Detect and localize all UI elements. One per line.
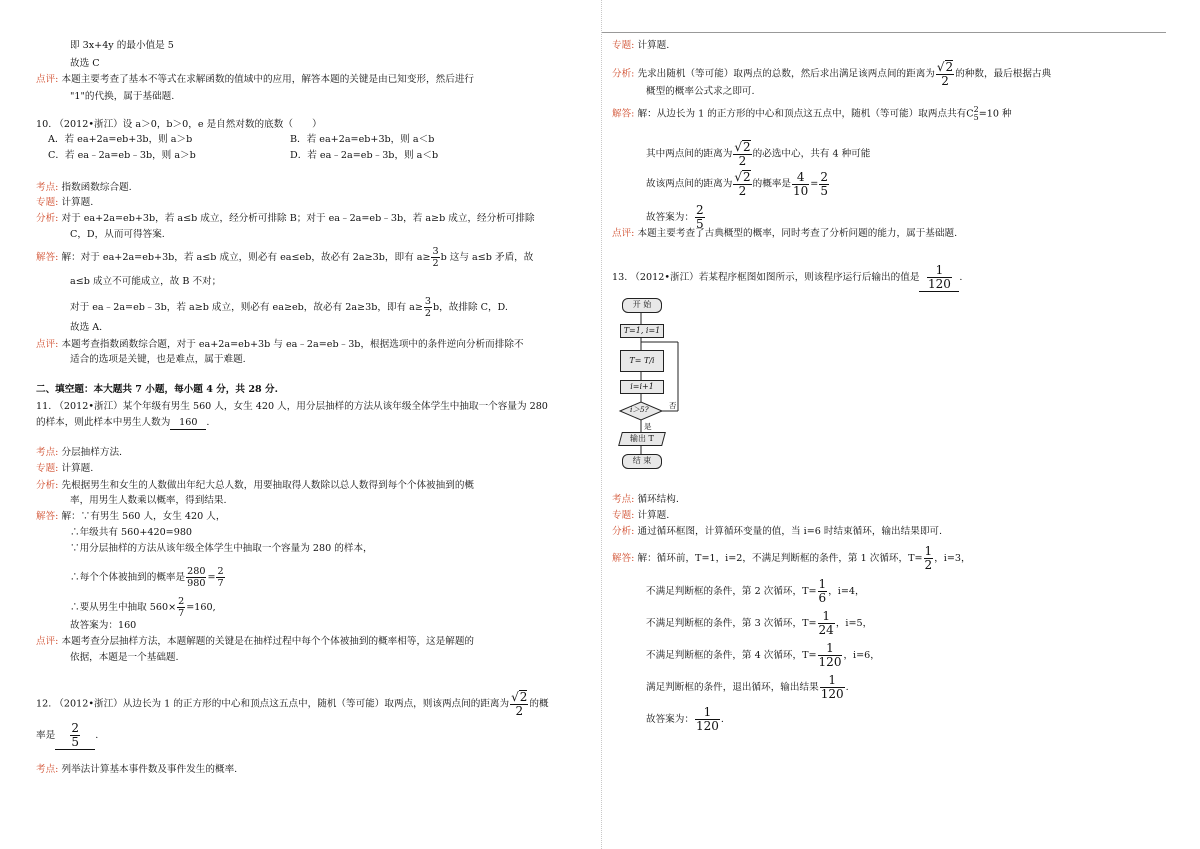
tag-kaodian: 考点:: [36, 182, 59, 193]
zhuanti: [612, 40, 669, 52]
fraction: $\frac{2}{5}$: [71, 721, 79, 749]
option-c: C．若 ea﹣2a=eb﹣3b，则 a＞b: [48, 150, 196, 161]
text-line: 故选 A.: [70, 322, 103, 333]
dianping-text: 本题主要考查了古典概型的概率，同时考查了分析问题的能力，属于基础题.: [637, 228, 958, 239]
column-divider: [601, 0, 602, 849]
fraction: $\frac{3}{2}$: [432, 246, 439, 269]
fraction: $\frac{2}{5}$: [820, 169, 828, 198]
tag-fenxi: 分析:: [612, 526, 635, 537]
fenxi: [612, 60, 1051, 88]
fraction-sqrt: $\frac{√2}{2}$: [734, 170, 751, 198]
fraction: $\frac{2}{7}$: [178, 596, 185, 619]
jieda-text: 的必选中心，共有 4 种可能: [752, 148, 871, 160]
zhuanti-text: 计算题.: [61, 463, 94, 474]
jieda-text: 故该两点间的距离为: [646, 178, 733, 190]
jieda-text: b 这与 a≤b 矛盾，故: [440, 252, 534, 263]
text-line: 故选 C: [70, 58, 100, 69]
zhuanti-text: 计算题.: [61, 197, 94, 208]
jieda-text: ，i=6，: [843, 650, 880, 661]
text-line: 概型的概率公式求之即可.: [646, 86, 755, 97]
q-text: 的概: [529, 698, 549, 710]
tag-fenxi: 分析:: [36, 480, 59, 491]
jieda-text: ，i=4，: [828, 586, 865, 597]
jieda-text: ，i=5，: [835, 618, 873, 629]
jieda-text: ，i=3，: [934, 553, 971, 564]
fraction: $\frac{1}{120}$: [818, 641, 842, 669]
flowchart-output-text: 输出 T: [630, 434, 654, 443]
fenxi-text: 通过循环框图，计算循环变量的值，当 i=6 时结束循环，输出结果即可.: [637, 526, 943, 537]
combination-symbol: C: [966, 108, 974, 120]
jieda-text: 满足判断框的条件，退出循环，输出结果: [646, 682, 819, 693]
text-line: [70, 296, 508, 319]
fenxi: [36, 213, 535, 225]
jieda: [36, 246, 533, 269]
option-b: B．若 ea+2a=eb+3b，则 a＜b: [290, 134, 435, 145]
jieda-text: 故答案为：: [646, 212, 694, 223]
tag-jieda: 解答:: [612, 553, 635, 564]
text-line: 即 3x+4y 的最小值是 5: [70, 40, 174, 51]
header-rule: [602, 32, 1166, 33]
fenxi: [612, 526, 942, 538]
fenxi: [36, 480, 474, 492]
fenxi-text: 的种数，最后根据古典: [955, 68, 1052, 80]
text-line: a≤b 成立不可能成立，故 B 不对；: [70, 276, 222, 287]
kaodian: [36, 182, 132, 194]
tag-jieda: 解答:: [612, 108, 635, 120]
text-line: ∴年级共有 560+420=980: [70, 527, 193, 538]
fenxi-text: 对于 ea+2a=eb+3b，若 a≤b 成立，经分析可排除 B；对于 ea﹣2a=eb﹣3b，若 a≥b 成立，经分析可排除: [61, 213, 535, 224]
tag-zhuanti: 专题:: [36, 197, 59, 208]
text-line: ∵用分层抽样的方法从该年级全体学生中抽取一个容量为 280 的样本，: [70, 543, 373, 554]
text-line: [646, 140, 870, 168]
question-12: [36, 690, 549, 718]
jieda-text: 解：对于 ea+2a=eb+3b，若 a≤b 成立，则必有 ea≤eb，故必有 2a≥3b，即有 a≥: [61, 252, 431, 263]
q-text: 12. （2012•浙江）从边长为 1 的正方形的中心和顶点这五点中，随机（等可能）取两点，则该两点间的距离为: [36, 698, 510, 710]
tag-dianping: 点评:: [36, 339, 59, 350]
jieda-text: 其中两点间的距离为: [646, 148, 733, 160]
kaodian: [36, 447, 122, 459]
text-line: 率，用男生人数乘以概率，得到结果.: [70, 495, 227, 506]
jieda-text: b，故排除 C，D.: [433, 302, 508, 313]
flowchart-start: 开 始: [622, 298, 662, 313]
question-10: 10. （2012•浙江）设 a＞0，b＞0，e 是自然对数的底数（ ）: [36, 119, 322, 130]
q-text: 率是: [36, 730, 56, 741]
fraction: $\frac{1}{120}$: [695, 705, 719, 733]
jieda-text: 对于 ea﹣2a=eb﹣3b，若 a≥b 成立，则必有 ea≥eb，故必有 2a≥3b，即有 a≥: [70, 302, 423, 313]
flowchart-no-label: 否: [669, 401, 677, 410]
flowchart-output: [618, 432, 666, 446]
jieda: [612, 106, 1012, 122]
comment-text: 本题主要考查了基本不等式在求解函数的值域中的应用，解答本题的关键是由已知变形，然后进行: [61, 74, 475, 85]
dianping: [36, 339, 524, 351]
flowchart-end: 结 束: [622, 454, 662, 469]
flowchart-assign: T= T/i: [620, 350, 664, 372]
jieda-text: 解：循环前，T=1，i=2，不满足判断框的条件，第 1 次循环，T=: [637, 553, 923, 564]
fraction: $\frac{3}{2}$: [424, 296, 432, 319]
jieda-text: .: [720, 714, 724, 725]
question-13: [612, 264, 962, 292]
jieda-text: =160,: [186, 602, 216, 613]
fraction: $\frac{280}{980}$: [187, 566, 206, 589]
text-line: [646, 610, 872, 637]
jieda-text: 解：∵有男生 560 人，女生 420 人，: [61, 511, 226, 522]
tag-fenxi: 分析:: [36, 213, 59, 224]
kaodian-text: 指数函数综合题.: [61, 182, 132, 193]
fenxi-text: 先求出随机（等可能）取两点的总数，然后求出满足该两点间的距离为: [637, 68, 935, 80]
dianping-text: 本题考查分层抽样方法，本题解题的关键是在抽样过程中每个个体被抽到的概率相等，这是解题的: [61, 636, 475, 647]
kaodian-text: 分层抽样方法.: [61, 447, 123, 458]
tag-kaodian: 考点:: [36, 764, 59, 775]
text-line: [646, 642, 880, 669]
tag-dianping: 点评:: [612, 228, 635, 239]
flowchart-yes-label: 是: [644, 422, 652, 431]
question-11: 11. （2012•浙江）某个年级有男生 560 人，女生 420 人，用分层抽样的方法从该年级全体学生中抽取一个容量为 280: [36, 401, 548, 412]
fraction: $\frac{1}{6}$: [818, 577, 827, 605]
tag-kaodian: 考点:: [36, 447, 59, 458]
jieda-text: ∴每个个体被抽到的概率是: [70, 572, 186, 583]
text-line: 适合的选项是关键，也是难点，属于难题.: [70, 354, 246, 365]
question-12-line2: [36, 722, 98, 750]
fraction-sqrt: $\frac{√2}{2}$: [734, 140, 751, 168]
jieda-text: 不满足判断框的条件，第 4 次循环，T=: [646, 650, 817, 661]
jieda-text: ∴要从男生中抽取 560×: [70, 602, 177, 613]
option-a: A．若 ea+2a=eb+3b，则 a＞b: [48, 134, 193, 145]
text-line: "1"的代换，属于基础题.: [70, 91, 175, 102]
fraction: $\frac{2}{5}$: [695, 203, 704, 231]
q-text: 的样本，则此样本中男生人数为: [36, 417, 171, 428]
text-line: [646, 170, 830, 198]
fenxi-text: 先根据男生和女生的人数做出年纪大总人数，用要抽取得人数除以总人数得到每个个体被抽到的概: [61, 480, 475, 491]
text-line: C，D，从而可得答案.: [70, 229, 165, 240]
text-line: [70, 566, 226, 589]
text-line: [646, 578, 865, 605]
jieda-text: =10 种: [978, 108, 1012, 120]
kaodian-text: 循环结构.: [637, 494, 679, 505]
text-line: [646, 204, 706, 231]
tag-fenxi: 分析:: [612, 68, 635, 80]
q-text: .: [959, 272, 963, 283]
jieda-text: .: [845, 682, 849, 693]
fraction: $\frac{1}{2}$: [924, 544, 933, 572]
tag-zhuanti: 专题:: [36, 463, 59, 474]
fraction: $\frac{4}{10}$: [793, 169, 809, 198]
flowchart: [616, 294, 688, 474]
tag-zhuanti: 专题:: [612, 40, 635, 51]
zhuanti: [36, 463, 93, 475]
tag-jieda: 解答:: [36, 511, 59, 522]
fraction: $\frac{1}{24}$: [818, 609, 834, 637]
jieda-text: 不满足判断框的条件，第 2 次循环，T=: [646, 586, 817, 597]
dianping-text: 本题考查指数函数综合题，对于 ea+2a=eb+3b 与 ea﹣2a=eb﹣3b，根据选项中的条件逆向分析而排除不: [61, 339, 524, 350]
text-line: 故答案为：160: [70, 620, 137, 631]
flowchart-init: T=1, i=1: [620, 324, 664, 338]
text-line: [646, 674, 849, 701]
dianping: [36, 636, 474, 648]
fraction: $\frac{1}{120}$: [820, 673, 844, 701]
fraction-sqrt: $\frac{√2}{2}$: [511, 690, 528, 718]
answer-blank: [55, 722, 95, 750]
fraction: $\frac{2}{7}$: [217, 566, 224, 589]
tag-dianping: 点评:: [36, 74, 59, 85]
equals: =: [810, 178, 819, 190]
tag-jieda: 解答:: [36, 252, 59, 263]
combination-indices: 2 5: [973, 105, 979, 122]
jieda-text: 故答案为：: [646, 714, 694, 725]
comment-block: [36, 74, 474, 86]
zhuanti-text: 计算题.: [637, 510, 670, 521]
section-heading: 二、填空题：本大题共 7 小题，每小题 4 分，共 28 分.: [36, 384, 278, 395]
q-text: 13. （2012•浙江）若某程序框图如图所示，则该程序运行后输出的值是: [612, 272, 920, 283]
question-11-line2: [36, 417, 209, 430]
jieda-text: 的概率是: [752, 178, 792, 190]
zhuanti: [612, 510, 669, 522]
equals: =: [207, 572, 216, 583]
zhuanti-text: 计算题.: [637, 40, 670, 51]
fraction: $\frac{1}{120}$: [927, 263, 951, 291]
flowchart-condition: i＞5?: [630, 405, 649, 414]
fraction-sqrt: $\frac{√2}{2}$: [936, 60, 954, 88]
text-line: [70, 596, 216, 619]
jieda: [36, 511, 225, 523]
text-line: 依据，本题是一个基础题.: [70, 652, 179, 663]
tag-kaodian: 考点:: [612, 494, 635, 505]
tag-dianping: 点评:: [36, 636, 59, 647]
dianping: [612, 228, 957, 240]
answer-blank: 160: [170, 417, 206, 430]
kaodian: [36, 764, 237, 776]
zhuanti: [36, 197, 93, 209]
text-line: [646, 706, 724, 733]
jieda-text: 不满足判断框的条件，第 3 次循环，T=: [646, 618, 817, 629]
answer-blank: [919, 264, 959, 292]
kaodian-text: 列举法计算基本事件数及事件发生的概率.: [61, 764, 238, 775]
q-text: .: [206, 417, 210, 428]
q-text: .: [95, 730, 99, 741]
jieda: [612, 545, 971, 572]
kaodian: [612, 494, 679, 506]
option-d: D．若 ea﹣2a=eb﹣3b，则 a＜b: [290, 150, 439, 161]
flowchart-increment: i=i+1: [620, 380, 664, 394]
jieda-text: 解：从边长为 1 的正方形的中心和顶点这五点中，随机（等可能）取两点共有: [637, 108, 967, 120]
tag-zhuanti: 专题:: [612, 510, 635, 521]
